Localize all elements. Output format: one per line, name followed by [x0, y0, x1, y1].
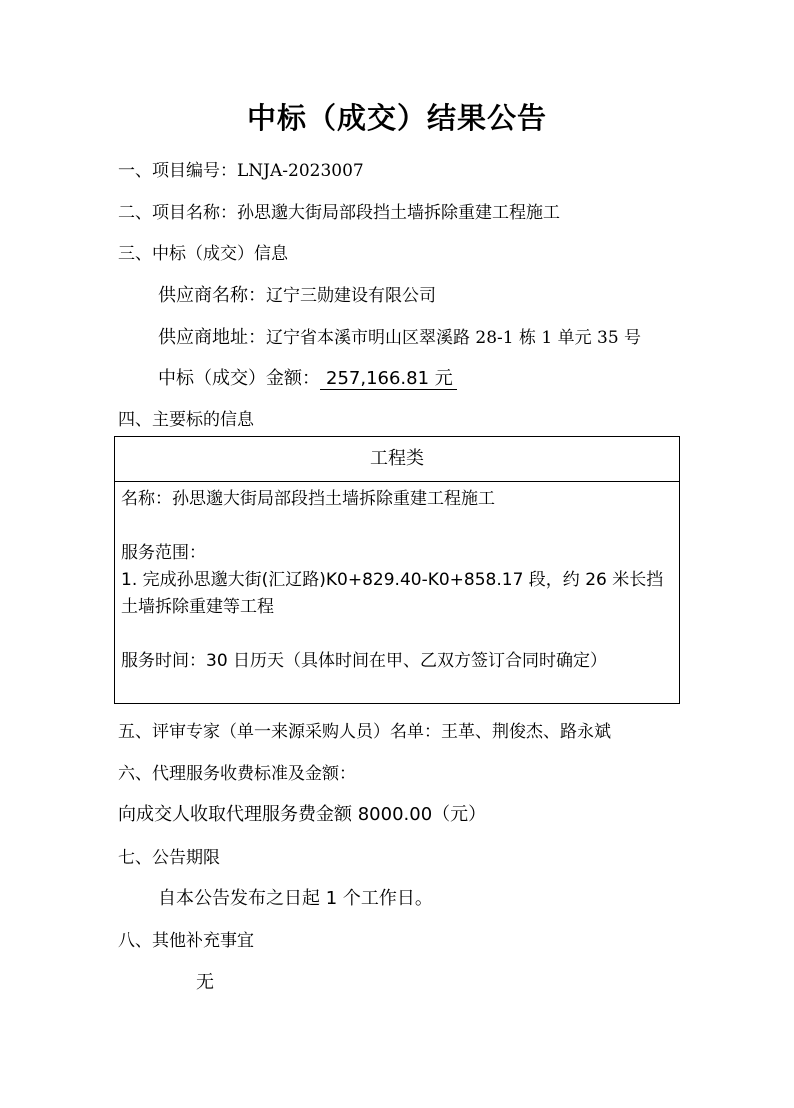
expert-list: 五、评审专家（单一来源采购人员）名单：王革、荆俊杰、路永斌: [118, 722, 611, 742]
page-title: 中标（成交）结果公告: [246, 101, 547, 135]
service-time: 服务时间：30 日历天（具体时间在甲、乙双方签订合同时确定）: [121, 651, 608, 671]
table-header: 工程类: [115, 437, 679, 482]
award-amount-label: 中标（成交）金额：: [158, 368, 320, 389]
fee-text: 向成交人收取代理服务费金额 8000.00（元）: [118, 804, 487, 825]
other-heading: 八、其他补充事宜: [118, 931, 254, 951]
period-heading: 七、公告期限: [118, 848, 220, 868]
supplier-name-row: [158, 281, 436, 307]
project-name: 二、项目名称：孙思邈大街局部段挡土墙拆除重建工程施工: [118, 203, 560, 223]
other-text: 无: [196, 972, 214, 993]
award-amount-row: [158, 364, 457, 390]
award-info-heading: 三、中标（成交）信息: [118, 244, 288, 264]
award-amount-value: 257,166.81 元: [320, 369, 457, 390]
supplier-address-row: [158, 323, 641, 349]
subject-name: 名称：孙思邈大街局部段挡土墙拆除重建工程施工: [121, 489, 495, 509]
period-text: 自本公告发布之日起 1 个工作日。: [158, 888, 433, 909]
subject-info-table: [114, 436, 680, 704]
supplier-name-label: 供应商名称：: [158, 285, 266, 306]
supplier-address-value: 辽宁省本溪市明山区翠溪路 28-1 栋 1 单元 35 号: [266, 328, 642, 348]
fee-heading: 六、代理服务收费标准及金额：: [118, 764, 356, 784]
service-scope-label: 服务范围：: [121, 543, 206, 563]
supplier-name-value: 辽宁三勋建设有限公司: [266, 286, 436, 306]
subject-heading: 四、主要标的信息: [118, 410, 254, 430]
table-body: [115, 482, 679, 675]
service-scope-text: 1. 完成孙思邈大街(汇辽路)K0+829.40-K0+858.17 段，约 26 米长挡土墙拆除重建等工程: [121, 570, 664, 617]
project-number: 一、项目编号：LNJA-2023007: [118, 161, 364, 181]
supplier-address-label: 供应商地址：: [158, 327, 266, 348]
